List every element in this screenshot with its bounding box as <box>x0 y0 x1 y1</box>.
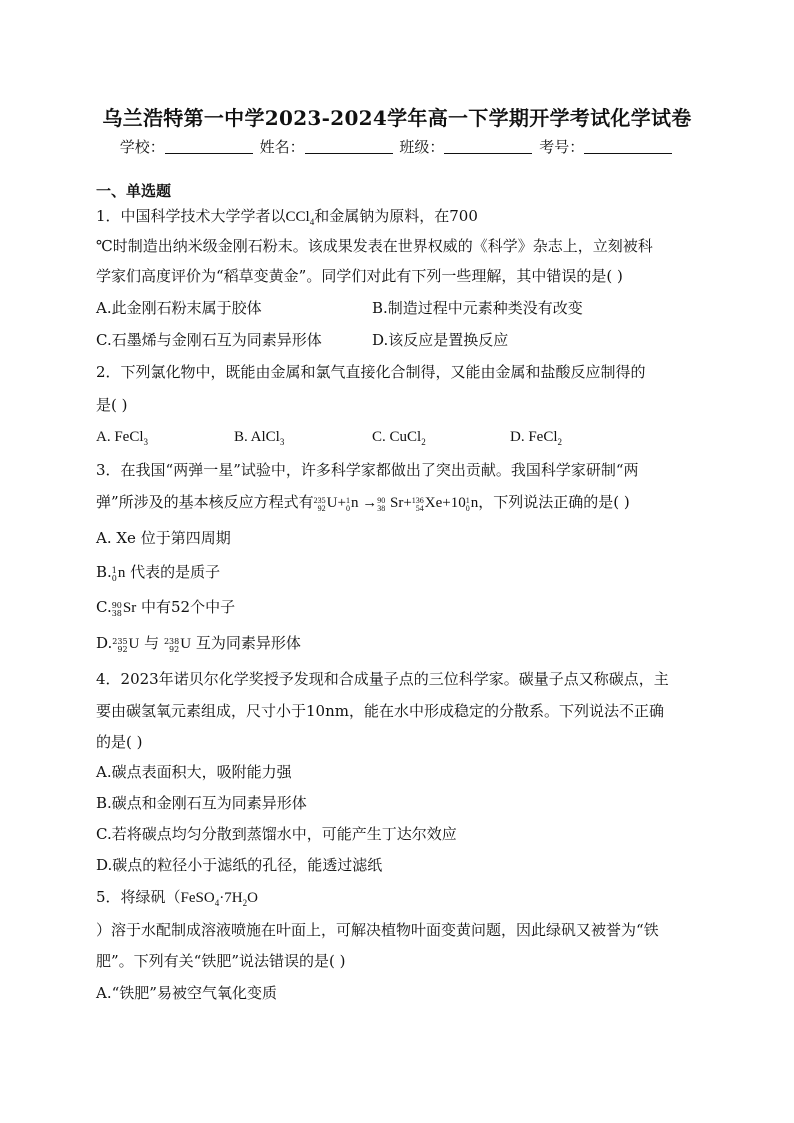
u235-atomic-number: 92 <box>317 504 326 513</box>
q3-d-symbol2: U <box>180 636 192 652</box>
ccl4-formula <box>286 209 315 225</box>
q4-option-c[interactable]: C.若将碳点均匀分散到蒸馏水中，可能产生丁达尔效应 <box>96 825 457 843</box>
q1-option-d[interactable]: D.该反应是置换反应 <box>372 331 509 349</box>
q4-option-d[interactable]: D.碳点的粒径小于滤纸的孔径，能透过滤纸 <box>96 856 383 874</box>
q4-line-1: 4．2023年诺贝尔化学奖授予发现和合成量子点的三位科学家。碳量子点又称碳点，主 <box>96 670 669 688</box>
q2-line-1: 2．下列氯化物中，既能由金属和氯气直接化合制得，又能由金属和盐酸反应制得的 <box>96 363 646 381</box>
xe136-nuclide-numbers <box>412 497 424 513</box>
q3-option-a[interactable]: A. Xe 位于第四周期 <box>96 529 231 547</box>
sr90-mass: 90 <box>377 496 386 505</box>
q2-option-b-sub: 3 <box>279 437 285 447</box>
q3-b-symbol: n <box>117 565 126 581</box>
q5-option-a[interactable]: A.“铁肥”易被空气氧化变质 <box>96 984 277 1002</box>
q3-b-mass: 1 <box>111 566 117 575</box>
nuclear-equation <box>314 495 479 511</box>
q3-option-d-prefix: D. <box>96 634 113 652</box>
neutron-charge: 0 <box>345 504 350 513</box>
q2-option-a-sub: 3 <box>143 437 149 447</box>
n2-symbol: n <box>470 495 479 511</box>
q3-option-b-suffix: 代表的是质子 <box>125 563 221 581</box>
q1-line1-suffix: 和金属钠为原料，在700 <box>314 207 478 225</box>
q1-option-a[interactable]: A.此金刚石粉末属于胶体 <box>96 299 262 317</box>
o-text: O <box>247 890 258 906</box>
q3-option-c-suffix: 中有52个中子 <box>136 598 236 616</box>
q3-d-symbol1: U <box>128 636 140 652</box>
q1-line1-prefix: 1．中国科学技术大学学者以 <box>96 207 286 225</box>
q1-line-2: ℃时制造出纳米级金刚石粉末。该成果发表在世界权威的《科学》杂志上，立刻被科 <box>96 237 653 255</box>
exam-number-blank[interactable] <box>584 138 672 154</box>
neutron2-numbers <box>466 497 470 513</box>
u235-mass: 235 <box>313 496 326 505</box>
q3-d-mass2: 238 <box>163 637 180 646</box>
school-label: 学校： <box>119 138 165 156</box>
q3-b-z: 0 <box>111 574 117 583</box>
hydrate-text: ·7H <box>219 890 243 906</box>
reaction-arrow: → <box>362 495 378 511</box>
ccl-text: CCl <box>285 209 310 225</box>
n-symbol: n <box>350 495 359 511</box>
plus-ten: +10 <box>442 495 466 511</box>
q3-line-2 <box>96 492 630 513</box>
exam-number-label: 考号： <box>539 138 585 156</box>
q2-option-d-sub: 2 <box>557 437 563 447</box>
u-symbol: U <box>326 495 338 511</box>
q2-line-2: 是( ) <box>96 396 128 414</box>
q2-option-a-text: A. FeCl <box>96 429 144 445</box>
q3-c-z: 38 <box>111 609 122 618</box>
q3-option-b-prefix: B. <box>96 563 112 581</box>
q3-option-d[interactable] <box>96 633 301 654</box>
school-blank[interactable] <box>165 138 253 154</box>
class-label: 班级： <box>399 138 445 156</box>
xe136-atomic-number: 54 <box>415 504 424 513</box>
exam-title: 乌兰浩特第一中学2023-2024学年高一下学期开学考试化学试卷 <box>102 106 692 130</box>
green-vitriol-formula <box>181 890 258 906</box>
q2-option-c-text: C. CuCl <box>372 429 422 445</box>
q3-d-z2: 92 <box>169 645 180 654</box>
feso-text: FeSO <box>180 890 215 906</box>
feso-subscript: 4 <box>214 898 220 908</box>
q4-line-3: 的是( ) <box>96 733 143 751</box>
neutron-mass: 1 <box>345 496 350 505</box>
q1-option-b[interactable]: B.制造过程中元素种类没有改变 <box>372 299 583 317</box>
q3-d-mid: 与 <box>139 634 164 652</box>
q2-option-c[interactable] <box>372 427 426 447</box>
q4-option-a[interactable]: A.碳点表面积大，吸附能力强 <box>96 763 292 781</box>
q1-line-3: 学家们高度评价为“稻草变黄金”。同学们对此有下列一些理解，其中错误的是( ) <box>96 267 623 285</box>
q2-option-b[interactable] <box>234 427 284 447</box>
h2-subscript: 2 <box>242 898 248 908</box>
q3-d-nuclide1-numbers <box>112 638 127 654</box>
name-label: 姓名： <box>259 138 305 156</box>
u235-nuclide-numbers <box>314 497 326 513</box>
q3-option-c[interactable] <box>96 597 235 618</box>
q3-line2-suffix: ，下列说法正确的是( ) <box>478 493 630 511</box>
q3-c-nuclide-numbers <box>112 602 122 618</box>
xe136-mass: 136 <box>411 496 424 505</box>
q3-d-z1: 92 <box>117 645 128 654</box>
q3-d-mass1: 235 <box>112 637 128 646</box>
q5-line-2: ）溶于水配制成溶液喷施在叶面上，可解决植物叶面变黄问题，因此绿矾又被誉为“铁 <box>96 921 659 939</box>
q2-option-b-text: B. AlCl <box>234 429 280 445</box>
neutron2-charge: 0 <box>465 504 470 513</box>
q5-line-3: 肥”。下列有关“铁肥”说法错误的是( ) <box>96 952 346 970</box>
q3-line2-prefix: 弹”所涉及的基本核反应方程式有 <box>96 493 314 511</box>
q3-c-symbol: Sr <box>122 600 137 616</box>
q2-option-a[interactable] <box>96 427 148 447</box>
name-blank[interactable] <box>305 138 393 154</box>
q3-option-d-suffix: 互为同素异形体 <box>191 634 301 652</box>
q2-option-d[interactable] <box>510 427 562 447</box>
q2-option-c-sub: 2 <box>421 437 426 447</box>
plus-sign: + <box>403 495 412 511</box>
q5-line1-prefix: 5．将绿矾（ <box>96 888 181 906</box>
neutron2-mass: 1 <box>465 496 470 505</box>
xe-symbol: Xe <box>424 495 443 511</box>
neutron-numbers <box>346 497 350 513</box>
q4-line-2: 要由碳氢氧元素组成，尺寸小于10nm，能在水中形成稳定的分散系。下列说法不正确 <box>96 702 664 720</box>
q3-option-c-prefix: C. <box>96 598 112 616</box>
q1-option-c[interactable]: C.石墨烯与金刚石互为同素异形体 <box>96 331 322 349</box>
q3-d-nuclide2-numbers <box>164 638 179 654</box>
student-info-line <box>0 136 794 157</box>
q1-line-1 <box>96 206 478 227</box>
sr-symbol: Sr <box>389 495 404 511</box>
q3-c-mass: 90 <box>111 601 122 610</box>
sr90-nuclide-numbers <box>377 497 385 513</box>
q3-option-b[interactable] <box>96 562 220 583</box>
q4-option-b[interactable]: B.碳点和金刚石互为同素异形体 <box>96 794 307 812</box>
sr90-atomic-number: 38 <box>377 504 386 513</box>
ccl-subscript: 4 <box>309 217 315 227</box>
q5-line-1 <box>96 887 258 908</box>
q3-line-1: 3．在我国“两弹一星”试验中，许多科学家都做出了突出贡献。我国科学家研制“两 <box>96 461 639 479</box>
q3-b-nuclide-numbers <box>112 567 117 583</box>
section-title: 一、单选题 <box>96 182 172 200</box>
plus-sign: + <box>337 495 346 511</box>
q2-option-d-text: D. FeCl <box>510 429 558 445</box>
class-blank[interactable] <box>444 138 532 154</box>
